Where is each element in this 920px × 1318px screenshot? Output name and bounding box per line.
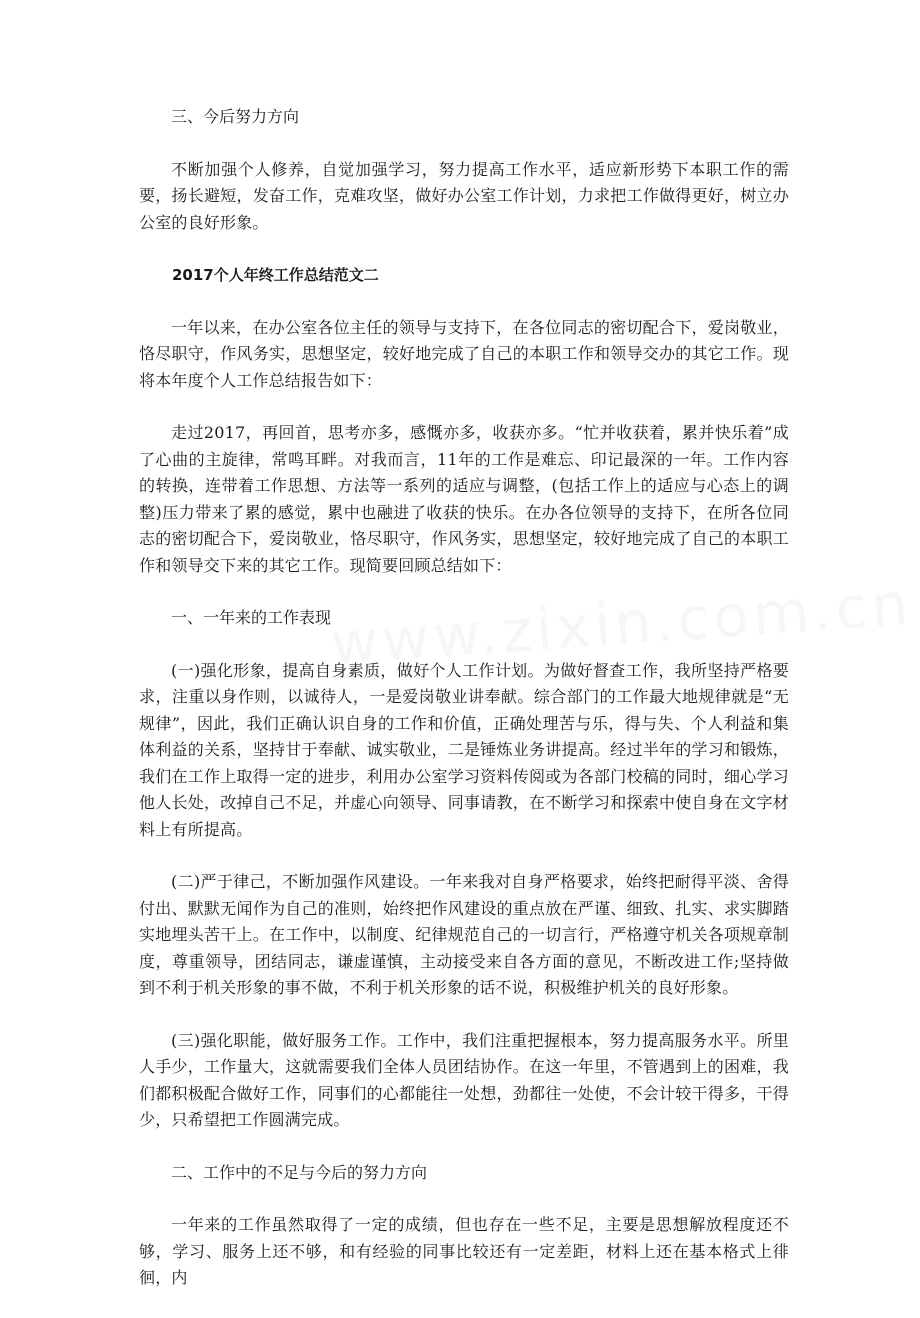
article-title: 2017个人年终工作总结范文二 bbox=[172, 266, 379, 284]
section-heading-performance: 一、一年来的工作表现 bbox=[171, 608, 332, 627]
paragraph-look-back: 走过2017，再回首，思考亦多，感慨亦多，收获亦多。“忙并收获着，累并快乐着”成了心曲的主旋律，常鸣耳畔。对我而言，11年的工作是难忘、印记最深的一年。工作内容的转换，连带着工作思想、方法等一系列的适应与调整，(包括工作上的适应与心态上的调整)压力带来了累的感觉，累中也融进了收获的快乐。在办各位领导的支持下，在所各位同志的密切配合下，爱岗敬业，恪尽职守，作风务实，思想坚定，较好地完成了自己的本职工作和领导交下来的其它工作。现简要回顾总结如下： bbox=[139, 423, 789, 575]
section-heading-shortcomings: 二、工作中的不足与今后的努力方向 bbox=[171, 1162, 428, 1182]
paragraph-image-quality: (一)强化形象，提高自身素质，做好个人工作计划。为做好督查工作，我所坚持严格要求，注重以身作则，以诚待人，一是爱岗敬业讲奉献。综合部门的工作最大地规律就是“无规律”，因此，我们正确认识自身的工作和价值，正确处理苦与乐，得与失、个人利益和集体利益的关系，坚持甘于奉献、诚实敬业，二是锤炼业务讲提高。经过半年的学习和锻炼，我们在工作上取得一定的进步，利用办公室学习资料传阅或为各部门校稿的同时，细心学习他人长处，改掉自己不足，并虚心向领导、同事请教，在不断学习和探索中使自身在文字材料上有所提高。 bbox=[139, 660, 789, 839]
document-page bbox=[139, 104, 789, 1318]
paragraph-shortcomings: 一年来的工作虽然取得了一定的成绩，但也存在一些不足，主要是思想解放程度还不够，学习、服务上还不够，和有经验的同事比较还有一定差距，材料上还在基本格式上徘徊，内 bbox=[139, 1215, 789, 1287]
section-heading-future-direction: 三、今后努力方向 bbox=[171, 107, 300, 126]
paragraph-self-improvement: 不断加强个人修养，自觉加强学习，努力提高工作水平，适应新形势下本职工作的需要，扬长避短，发奋工作，克难攻坚，做好办公室工作计划，力求把工作做得更好，树立办公室的良好形象。 bbox=[139, 159, 789, 232]
paragraph-intro: 一年以来，在办公室各位主任的领导与支持下，在各位同志的密切配合下，爱岗敬业，恪尽职守，作风务实，思想坚定，较好地完成了自己的本职工作和领导交办的其它工作。现将本年度个人工作总结报告如下： bbox=[139, 317, 789, 390]
paragraph-self-discipline: (二)严于律己，不断加强作风建设。一年来我对自身严格要求，始终把耐得平淡、舍得付出、默默无闻作为自己的准则，始终把作风建设的重点放在严谨、细致、扎实、求实脚踏实地埋头苦干上。在工作中，以制度、纪律规范自己的一切言行，严格遵守机关各项规章制度，尊重领导，团结同志，谦虚谨慎，主动接受来自各方面的意见，不断改进工作;坚持做到不利于机关形象的事不做，不利于机关形象的话不说，积极维护机关的良好形象。 bbox=[139, 872, 789, 997]
paragraph-service: (三)强化职能，做好服务工作。工作中，我们注重把握根本，努力提高服务水平。所里人手少，工作量大，这就需要我们全体人员团结协作。在这一年里，不管遇到上的困难，我们都积极配合做好工作，同事们的心都能往一处想，劲都往一处使，不会计较干得多，干得少，只希望把工作圆满完成。 bbox=[139, 1030, 789, 1129]
